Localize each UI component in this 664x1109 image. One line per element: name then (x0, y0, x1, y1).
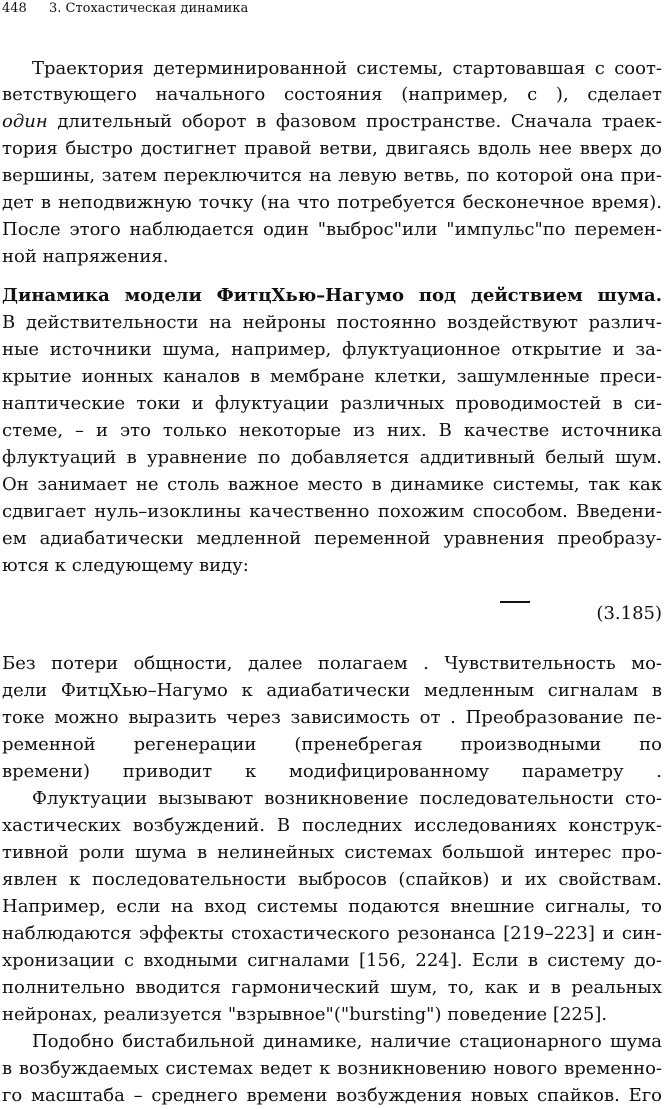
chapter-title: 3. Стохастическая динамика (48, 1, 249, 16)
paragraph-1-line-4: тория быстро достигнет правой ветви, двигаясь вдоль нее вверх до (2, 138, 662, 159)
emphasis-word: один (2, 111, 48, 132)
paragraph-1-line-1: Траектория детерминированной системы, стартовавшая с соот- (32, 58, 662, 79)
paragraph-4-line-2: хастических возбуждений. В последних исследованиях конструк- (2, 815, 662, 836)
paragraph-2-line-8: сдвигает нуль–изоклины качественно похожим способом. Введени- (2, 501, 662, 522)
paragraph-4-line-8: полнительно вводится гармонический шум, то, как и в реальных (2, 977, 662, 998)
paragraph-2-line-10: ются к следующему виду: (2, 555, 249, 576)
page-number: 448 (2, 1, 27, 16)
paragraph-5-line-3: го масштаба – среднего времени возбуждения новых спайков. Его (2, 1085, 662, 1106)
equation-fraction-bar (500, 601, 530, 603)
paragraph-3-line-1: Без потери общности, далее полагаем . Чувствительность мо- (2, 653, 662, 674)
paragraph-2-line-6: флуктуаций в уравнение по добавляется аддитивный белый шум. (2, 447, 662, 468)
paragraph-2-line-5: стеме, – и это только некоторые из них. В качестве источника (2, 420, 662, 441)
equation-number: (3.185) (596, 603, 662, 624)
paragraph-1-line-3: один длительный оборот в фазовом пространстве. Сначала траек- (2, 111, 662, 132)
paragraph-1-line-7: После этого наблюдается один "выброс"или "импульс"по перемен- (2, 219, 662, 240)
paragraph-4-line-7: хронизации с входными сигналами [156, 224]. Если в систему до- (2, 950, 662, 971)
paragraph-3-line-4: ременной регенерации (пренебрегая производными по (2, 734, 662, 755)
paragraph-4-line-6: наблюдаются эффекты стохастического резонанса [219–223] и син- (2, 923, 662, 944)
paragraph-1-line-6: дет в неподвижную точку (на что потребуется бесконечное время). (2, 192, 662, 213)
paragraph-5-line-2: в возбуждаемых системах ведет к возникновению нового временно- (2, 1058, 662, 1079)
paragraph-3-line-2: дели ФитцХью–Нагумо к адиабатически медленным сигналам в (2, 680, 662, 701)
paragraph-5-line-1: Подобно бистабильной динамике, наличие стационарного шума (32, 1031, 662, 1052)
paragraph-2-line-7: Он занимает не столь важное место в динамике системы, так как (2, 474, 662, 495)
running-head (2, 0, 248, 18)
paragraph-4-line-3: тивной роли шума в нелинейных системах большой интерес про- (2, 842, 662, 863)
paragraph-2-line-9: ем адиабатически медленной переменной уравнения преобразу- (2, 528, 662, 549)
paragraph-2-line-1: В действительности на нейроны постоянно воздействуют различ- (2, 312, 662, 333)
paragraph-4-line-9: нейронах, реализуется "взрывное"("bursting") поведение [225]. (2, 1004, 608, 1025)
paragraph-4-line-5: Например, если на вход системы подаются внешние сигналы, то (2, 896, 662, 917)
paragraph-2-line-4: наптические токи и флуктуации различных проводимостей в си- (2, 393, 662, 414)
paragraph-1-line-8: ной напряжения. (2, 246, 169, 267)
paragraph-2-line-3: крытие ионных каналов в мембране клетки, зашумленные преси- (2, 366, 662, 387)
paragraph-4-line-1: Флуктуации вызывают возникновение последовательности сто- (32, 788, 662, 809)
paragraph-1-line-2: ветствующего начального состояния (например, с ), сделает (2, 84, 662, 105)
paragraph-2-line-2: ные источники шума, например, флуктуационное открытие и за- (2, 339, 662, 360)
paragraph-3-line-3: токе можно выразить через зависимость от . Преобразование пе- (2, 707, 662, 728)
section-heading: Динамика модели ФитцХью–Нагумо под действием шума. (2, 285, 662, 306)
paragraph-3-line-5: времени) приводит к модифицированному параметру . (2, 761, 662, 782)
paragraph-4-line-4: явлен к последовательности выбросов (спайков) и их свойствам. (2, 869, 662, 890)
paragraph-1-line-5: вершины, затем переключится на левую ветвь, по которой она при- (2, 165, 662, 186)
